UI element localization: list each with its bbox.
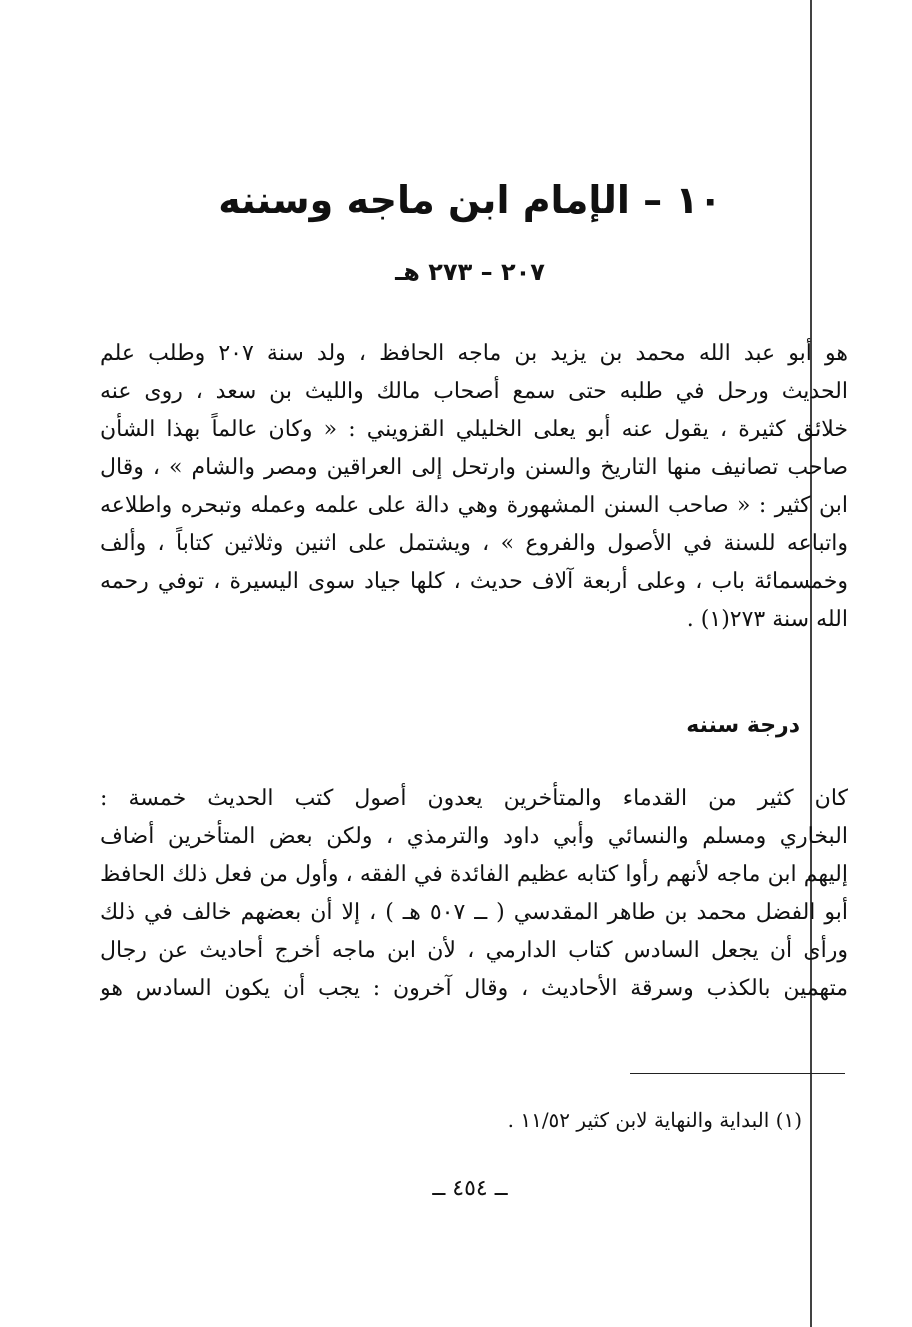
paragraph-line: خلائق كثيرة ، يقول عنه أبو يعلى الخليلي القزويني : « وكان عالماً بهذا الشأن <box>100 417 848 442</box>
section-heading: درجة سننه <box>686 713 800 738</box>
paragraph-line: أبو الفضل محمد بن طاهر المقدسي ( ــ ٥٠٧ هـ ) ، إلا أن بعضهم خالف في ذلك <box>100 900 848 925</box>
paragraph-line: الله سنة ٢٧٣(١) . <box>686 607 848 632</box>
paragraph-line: البخاري ومسلم والنسائي وأبي داود والترمذي ، ولكن بعض المتأخرين أضاف <box>100 824 848 849</box>
paragraph-line: إليهم ابن ماجه لأنهم رأوا كتابه عظيم الفائدة في الفقه ، وأول من فعل ذلك الحافظ <box>100 862 848 887</box>
paragraph-line: ابن كثير : « صاحب السنن المشهورة وهي دالة على علمه وعمله وتبحره واطلاعه <box>100 493 848 518</box>
paragraph-line: هو أبو عبد الله محمد بن يزيد بن ماجه الحافظ ، ولد سنة ٢٠٧ وطلب علم <box>100 341 848 366</box>
chapter-title: ١٠ – الإمام ابن ماجه وسننه <box>218 178 722 222</box>
paragraph-line: ورأى أن يجعل السادس كتاب الدارمي ، لأن ابن ماجه أخرج أحاديث عن رجال <box>100 938 848 963</box>
paragraph-biography <box>100 335 848 639</box>
paragraph-line: متهمين بالكذب وسرقة الأحاديث ، وقال آخرون : يجب أن يكون السادس هو <box>100 976 848 1001</box>
paragraph-line: وخمسمائة باب ، وعلى أربعة آلاف حديث ، كلها جياد سوى اليسيرة ، توفي رحمه <box>100 569 848 594</box>
footnote: (١) البداية والنهاية لابن كثير ١١/٥٢ . <box>507 1108 802 1132</box>
chapter-dates: ٢٠٧ – ٢٧٣ هـ <box>395 258 545 286</box>
page-number: ــ ٤٥٤ ــ <box>432 1176 508 1201</box>
paragraph-line: الحديث ورحل في طلبه حتى سمع أصحاب مالك والليث بن سعد ، روى عنه <box>100 379 848 404</box>
footnote-divider <box>630 1073 845 1074</box>
paragraph-sunan-rank <box>100 780 848 1008</box>
paragraph-line: صاحب تصانيف منها التاريخ والسنن وارتحل إلى العراقين ومصر والشام » ، وقال <box>100 455 848 480</box>
paragraph-line: كان كثير من القدماء والمتأخرين يعدون أصول كتب الحديث خمسة : <box>100 786 848 811</box>
paragraph-line: واتباعه للسنة في الأصول والفروع » ، ويشتمل على اثنين وثلاثين كتاباً ، وألف <box>100 531 848 556</box>
